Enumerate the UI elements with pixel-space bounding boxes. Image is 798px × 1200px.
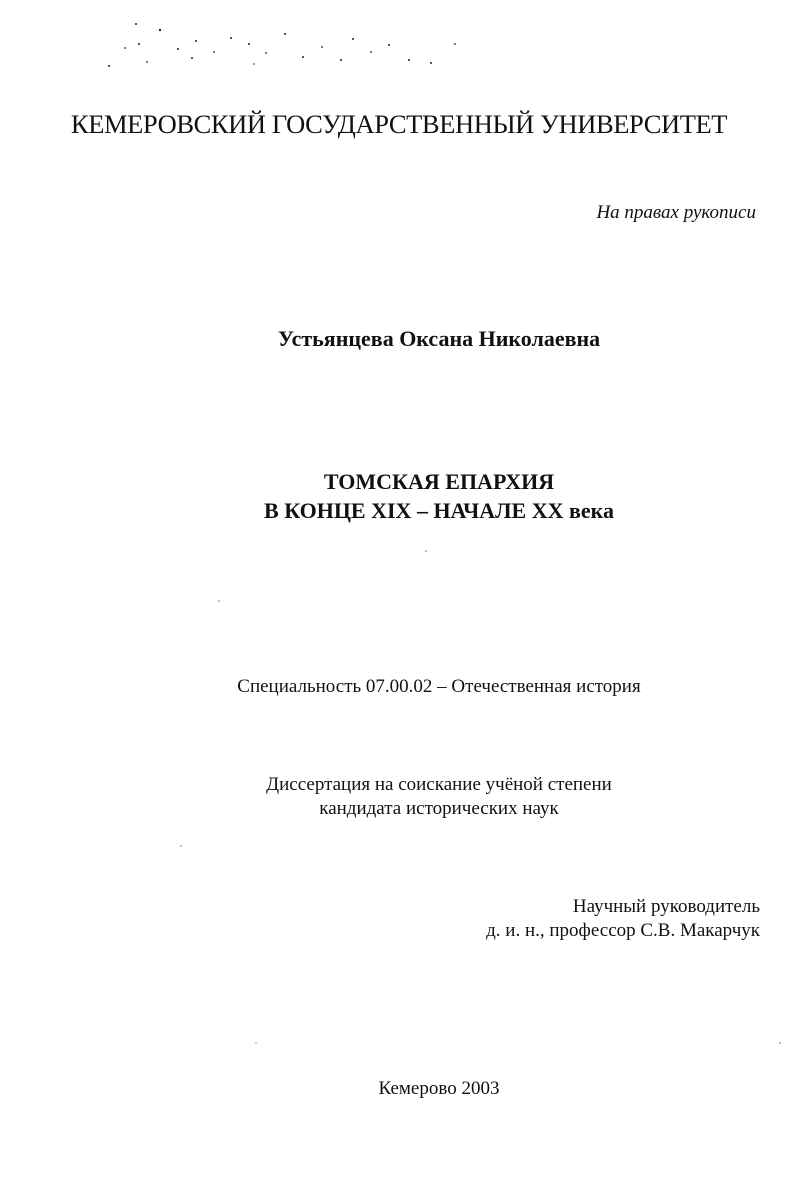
supervisor-line-1: Научный руководитель (572, 896, 760, 917)
dissertation-title (0, 467, 798, 525)
supervisor-block (486, 895, 760, 943)
university-heading: КЕМЕРОВСКИЙ ГОСУДАРСТВЕННЫЙ УНИВЕРСИТЕТ (70, 109, 728, 139)
title-line-2: В КОНЦЕ XIX – НАЧАЛЕ XX века (264, 498, 614, 523)
degree-line-2: кандидата исторических наук (319, 798, 559, 819)
specialty-line: Специальность 07.00.02 – Отечественная история (237, 676, 641, 697)
title-line-1: ТОМСКАЯ ЕПАРХИЯ (323, 469, 555, 494)
rights-note: На правах рукописи (596, 202, 756, 223)
degree-line-1: Диссертация на соискание учёной степени (266, 774, 612, 795)
author-name: Устьянцева Оксана Николаевна (277, 326, 601, 351)
supervisor-line-2: д. и. н., профессор С.В. Макарчук (486, 920, 760, 941)
place-year: Кемерово 2003 (378, 1078, 500, 1099)
dissertation-degree (0, 773, 798, 821)
